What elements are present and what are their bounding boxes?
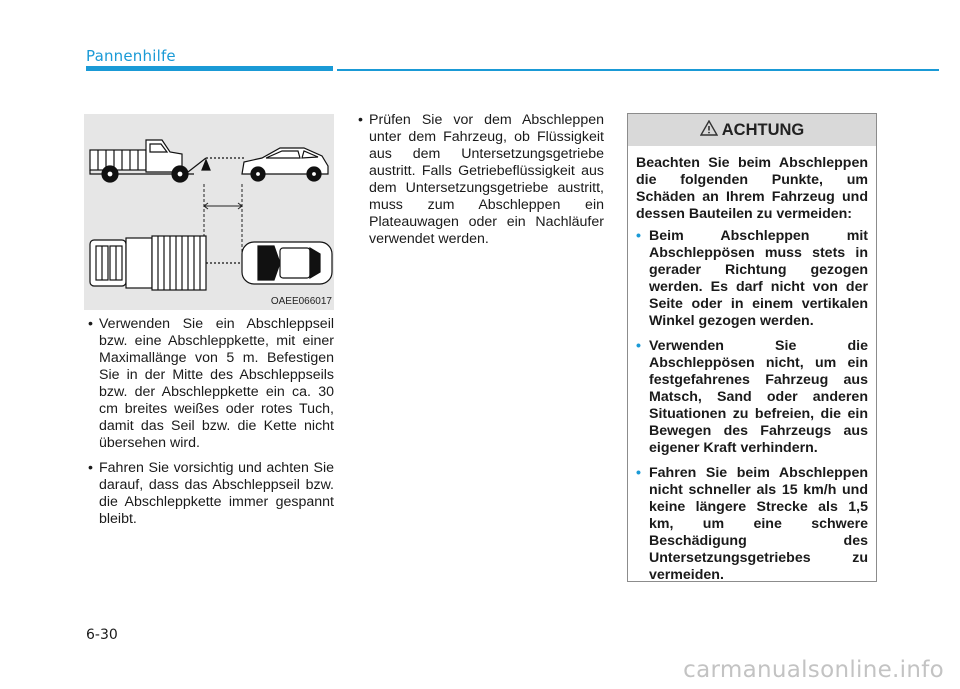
page-number: 6-30: [86, 627, 118, 643]
warning-box: [627, 113, 877, 582]
towed-car-top-view: [242, 242, 332, 284]
warning-body: [628, 146, 876, 584]
middle-bullet-list: [356, 112, 604, 248]
warning-item: • Verwenden Sie die Abschleppösen nicht, um ein festgefahrenes Fahrzeug aus Matsch, Sand oder anderen Situationen zu befreien, die ein Bewegen des Fahrzeugs aus eigener Kraft verhindern.: [636, 338, 868, 457]
towed-car-side-view: [242, 148, 328, 181]
warning-item: • Beim Abschleppen mit Abschleppösen muss stets in gerader Richtung gezogen werden. Es darf nicht von der Seite oder in einem vertikalen Winkel gezogen werden.: [636, 228, 868, 330]
list-item: • Verwenden Sie ein Abschleppseil bzw. eine Abschleppkette, mit einer Maximallänge von 5 m. Befestigen Sie in der Mitte des Abschleppseils bzw. der Abschleppkette ein ca. 30 cm breites weißes oder rotes Tuch, damit das Seil bzw. die Kette nicht übersehen wird.: [86, 316, 334, 452]
warning-list: [636, 228, 868, 584]
warning-intro: Beachten Sie beim Abschleppen die folgenden Punkte, um Schäden an Ihrem Fahrzeug und dessen Bauteilen zu vermeiden:: [636, 155, 868, 222]
warning-title: ACHTUNG: [721, 121, 805, 139]
watermark: carmanualsonline.info: [683, 657, 944, 683]
section-title: Pannenhilfe: [86, 47, 176, 65]
header-rule-thick: [86, 66, 333, 71]
left-column-text: [86, 316, 334, 536]
middle-column-text: [356, 112, 604, 256]
list-item: • Fahren Sie vorsichtig und achten Sie darauf, dass das Abschleppseil bzw. die Abschleppkette immer gespannt bleibt.: [86, 460, 334, 528]
tow-truck-side-view: [90, 140, 244, 182]
figure-code: OAEE066017: [270, 296, 332, 307]
distance-marker: [204, 184, 242, 256]
list-item: • Prüfen Sie vor dem Abschleppen unter dem Fahrzeug, ob Flüssigkeit aus dem Untersetzungsgetriebe austritt. Falls Getriebeflüssigkeit aus dem Untersetzungsgetriebe austritt, muss zum Abschleppen ein Plateauwagen oder ein Nachläufer verwendet werden.: [356, 112, 604, 248]
towing-illustration: [84, 114, 334, 310]
tow-truck-top-view: [90, 236, 244, 290]
header-rule-thin: [337, 69, 939, 71]
warning-triangle-icon: [700, 115, 718, 147]
warning-item: • Fahren Sie beim Abschleppen nicht schneller als 15 km/h und keine längere Strecke als 1,5 km, um eine schwere Beschädigung des Untersetzungsgetriebes zu vermeiden.: [636, 465, 868, 584]
towing-diagram: [84, 114, 334, 310]
left-bullet-list: [86, 316, 334, 528]
warning-header: [628, 114, 876, 146]
